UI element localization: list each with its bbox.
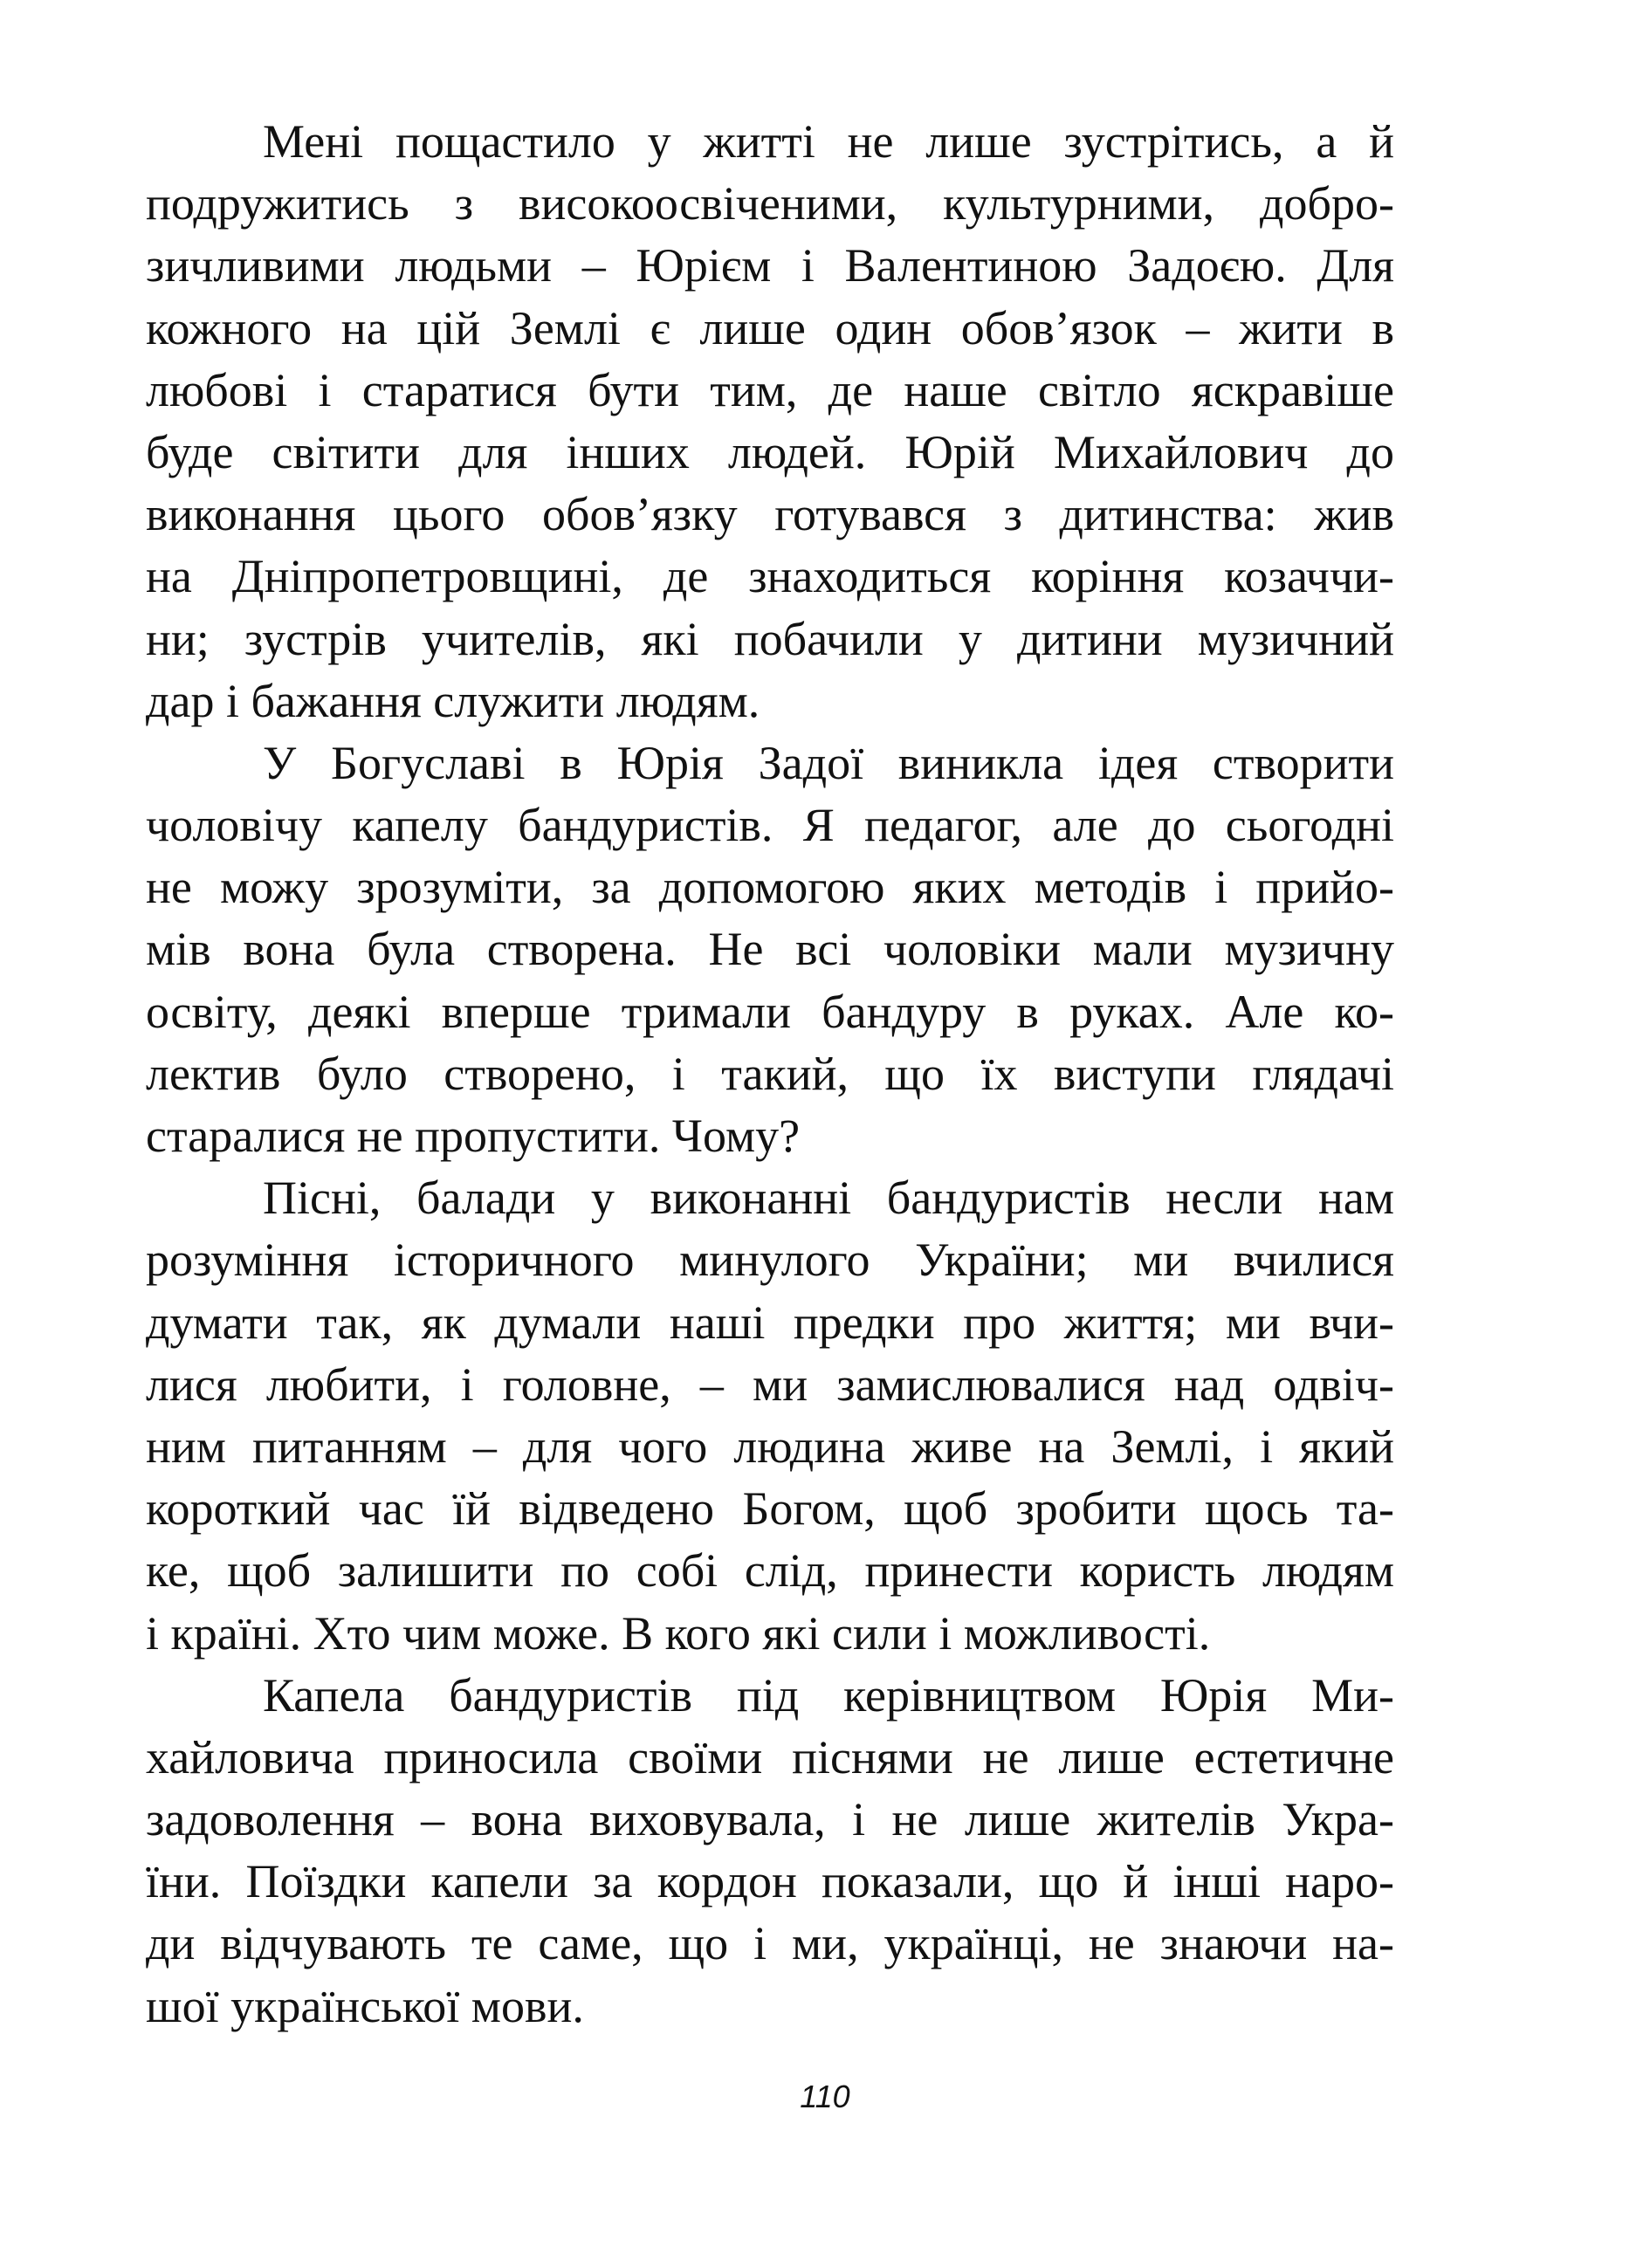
text-line: Пісні, балади у виконанні бандуристів несли нам <box>263 1172 1394 1225</box>
text-line: кожного на цій Землі є лише один обов’язок – жити в <box>146 301 1394 354</box>
text-line: Мені пощастило у житті не лише зустрітись, а й <box>263 115 1394 168</box>
text-line: на Дніпропетровщині, де знаходиться коріння козаччи- <box>146 550 1394 603</box>
paragraph <box>146 1167 1394 1665</box>
text-line: розуміння історичного минулого України; ми вчилися <box>146 1234 1394 1287</box>
text-line: не можу зрозуміти, за допомогою яких методів і прийо- <box>146 861 1394 914</box>
text-line: їни. Поїздки капели за кордон показали, що й інші наро- <box>146 1855 1394 1908</box>
paragraph <box>146 1665 1394 2038</box>
text-line: Капела бандуристів під керівництвом Юрія Ми- <box>263 1668 1394 1722</box>
text-line: чоловічу капелу бандуристів. Я педагог, але до сьогодні <box>146 799 1394 852</box>
text-line: лектив було створено, і такий, що їх виступи глядачі <box>146 1047 1394 1100</box>
text-line: старалися не пропустити. Чому? <box>146 1110 801 1162</box>
text-line: думати так, як думали наші предки про життя; ми вчи- <box>146 1296 1394 1349</box>
text-line: хайловича приносила своїми піснями не лише естетичне <box>146 1730 1394 1783</box>
text-line: ди відчувають те саме, що і ми, українці, не знаючи на- <box>146 1917 1394 1970</box>
text-line: У Богуславі в Юрія Задої виникла ідея створити <box>263 736 1394 789</box>
text-line: виконання цього обов’язку готувався з дитинства: жив <box>146 488 1394 541</box>
text-line: буде світити для інших людей. Юрій Михайлович до <box>146 425 1394 478</box>
text-line: зичливими людьми – Юрієм і Валентиною Задоєю. Для <box>146 239 1394 292</box>
text-line: ни; зустрів учителів, які побачили у дитини музичний <box>146 612 1394 665</box>
page-number: 110 <box>800 2079 850 2114</box>
text-line: ним питанням – для чого людина живе на Землі, і який <box>146 1419 1394 1473</box>
text-line: освіту, деякі вперше тримали бандуру в руках. Але ко- <box>146 985 1394 1038</box>
text-line: шої української мови. <box>146 1979 584 2032</box>
text-line: і країні. Хто чим може. В кого які сили і можливості. <box>146 1606 1211 1660</box>
paragraph <box>146 111 1394 732</box>
text-line: подружитись з високоосвіченими, культурними, добро- <box>146 177 1394 230</box>
paragraph <box>146 732 1394 1167</box>
text-line: лися любити, і головне, – ми замислювалися над одвіч- <box>146 1357 1394 1411</box>
text-line: короткий час їй відведено Богом, щоб зробити щось та- <box>146 1482 1394 1536</box>
text-line: задоволення – вона виховувала, і не лише жителів Укра- <box>146 1793 1394 1846</box>
text-line: любові і старатися бути тим, де наше світло яскравіше <box>146 363 1394 416</box>
text-line: ке, щоб залишити по собі слід, принести користь людям <box>146 1544 1394 1598</box>
body-text <box>146 111 1394 2038</box>
text-line: дар і бажання служити людям. <box>146 674 760 727</box>
text-line: мів вона була створена. Не всі чоловіки мали музичну <box>146 923 1394 976</box>
